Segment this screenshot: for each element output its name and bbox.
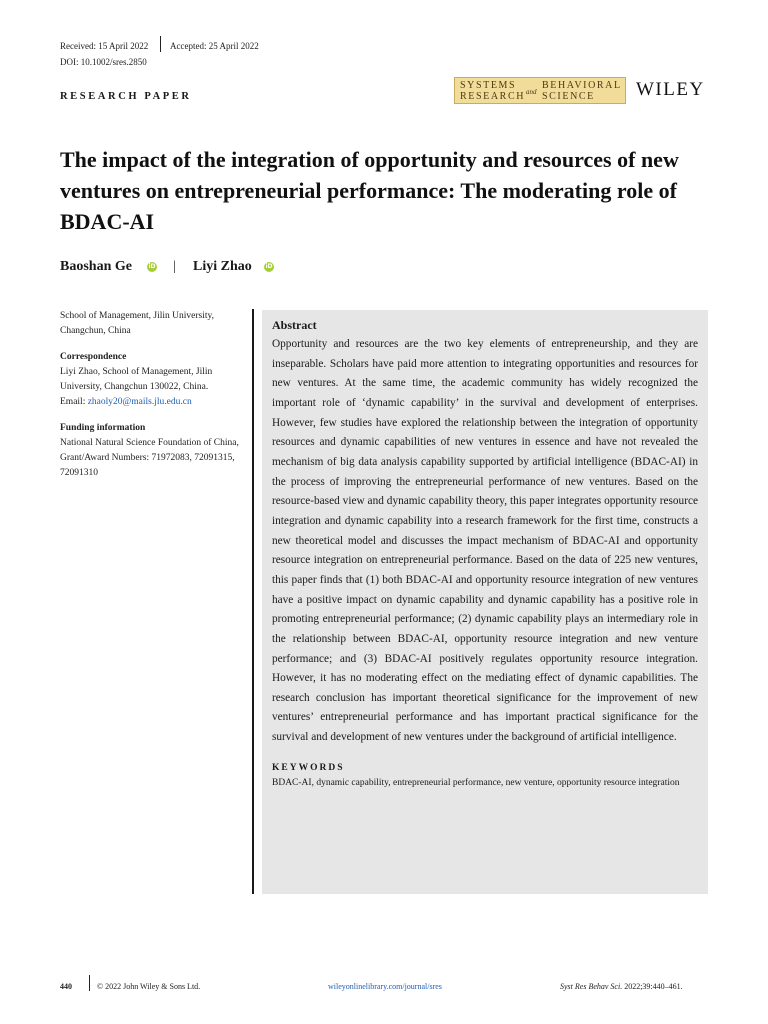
journal-logo[interactable] [454,77,626,104]
abstract-box [262,310,708,894]
abstract-heading: Abstract [272,318,317,332]
author-name[interactable]: Liyi Zhao [193,259,252,274]
orcid-icon[interactable]: iD [265,263,273,270]
funding-heading: Funding information [60,423,146,433]
copyright: © 2022 John Wiley & Sons Ltd. [97,982,201,991]
page-number: 440 [60,982,72,991]
keywords-text: BDAC-AI, dynamic capability, entrepreneurial performance, new venture, opportunity resource integration [272,777,680,788]
citation [560,982,683,991]
orcid-icon[interactable]: iD [148,263,156,270]
correspondence-address: Liyi Zhao, School of Management, Jilin University, Changchun 130022, China. [60,367,213,392]
abstract-text: Opportunity and resources are the two key elements of entrepreneurship, and they are inseparable. Scholars have paid more attention to integrating opportunities and resources for new ventures. At the same time, the academic community has widely recognized the important role of ‘dynamic capability’ in the survival and development of enterprises. However, few studies have explored the relationship between the integration of opportunity resources and dynamic capabilities of new ventures in essence and have not revealed the mechanism of big data analysis capability supported by artificial intelligence (BDAC-AI) in the process of improving the entrepreneurial performance of new ventures. Based on the resource-based view and dynamic capability theory, this paper integrates opportunity resource integration and dynamic capability into a research framework for the first time, constructs a new theoretical model and discusses the impact mechanism of BDAC-AI and opportunity resource integration on entrepreneurial performance. Based on the data of 225 new ventures, this paper finds that (1) both BDAC-AI and opportunity resource integration of new ventures have a positive impact on dynamic capability and dynamic capability has a positive role in promoting entrepreneurial performance; (2) dynamic capability plays an intermediary role in the relationship between BDAC-AI, opportunity resource integration and new venture performance; and (3) BDAC-AI positively regulates opportunity resource integration. However, it has no moderating effect on the mediating effect of dynamic capabilities. The research conclusion has important theoretical significance for the improvement of new ventures’ entrepreneurial performance and has important practical significance for the survival and development of new ventures under the background of artificial intelligence. [272,338,698,744]
journal-abbrev: Syst Res Behav Sci. [560,982,623,991]
correspondence-text [60,365,246,410]
journal-logo-word: BEHAVIORAL [542,80,622,91]
meta-divider [160,36,161,52]
author-separator: | [173,259,176,274]
footer-divider [89,975,90,991]
email-link[interactable]: zhaoly20@mails.jlu.edu.cn [87,397,192,407]
doi-link[interactable]: DOI: 10.1002/sres.2850 [60,57,147,67]
journal-logo-word: SYSTEMS [460,80,517,91]
vertical-rule [252,309,254,894]
journal-url-link[interactable]: wileyonlinelibrary.com/journal/sres [328,982,442,991]
citation-details: 2022;39:440–461. [622,982,683,991]
received-date: Received: 15 April 2022 [60,41,149,51]
publisher-logo[interactable]: WILEY [636,79,705,100]
affiliation: School of Management, Jilin University, Changchun, China [60,311,214,336]
article-sidebar [60,309,246,481]
journal-logo-word: RESEARCH [460,91,526,102]
funding-text: National Natural Science Foundation of China, Grant/Award Numbers: 71972083, 72091315, 72091310 [60,438,239,478]
journal-logo-and: and [526,88,537,96]
article-title: The impact of the integration of opportunity and resources of new ventures on entrepreneurial performance: The moderating role of BDAC-AI [60,147,679,234]
accepted-date: Accepted: 25 April 2022 [170,41,259,51]
email-label: Email: [60,397,88,407]
author-name[interactable]: Baoshan Ge [60,259,132,274]
section-label: RESEARCH PAPER [60,91,192,102]
keywords-heading: KEYWORDS [272,762,345,773]
journal-logo-word: SCIENCE [542,91,595,102]
correspondence-heading: Correspondence [60,352,127,362]
